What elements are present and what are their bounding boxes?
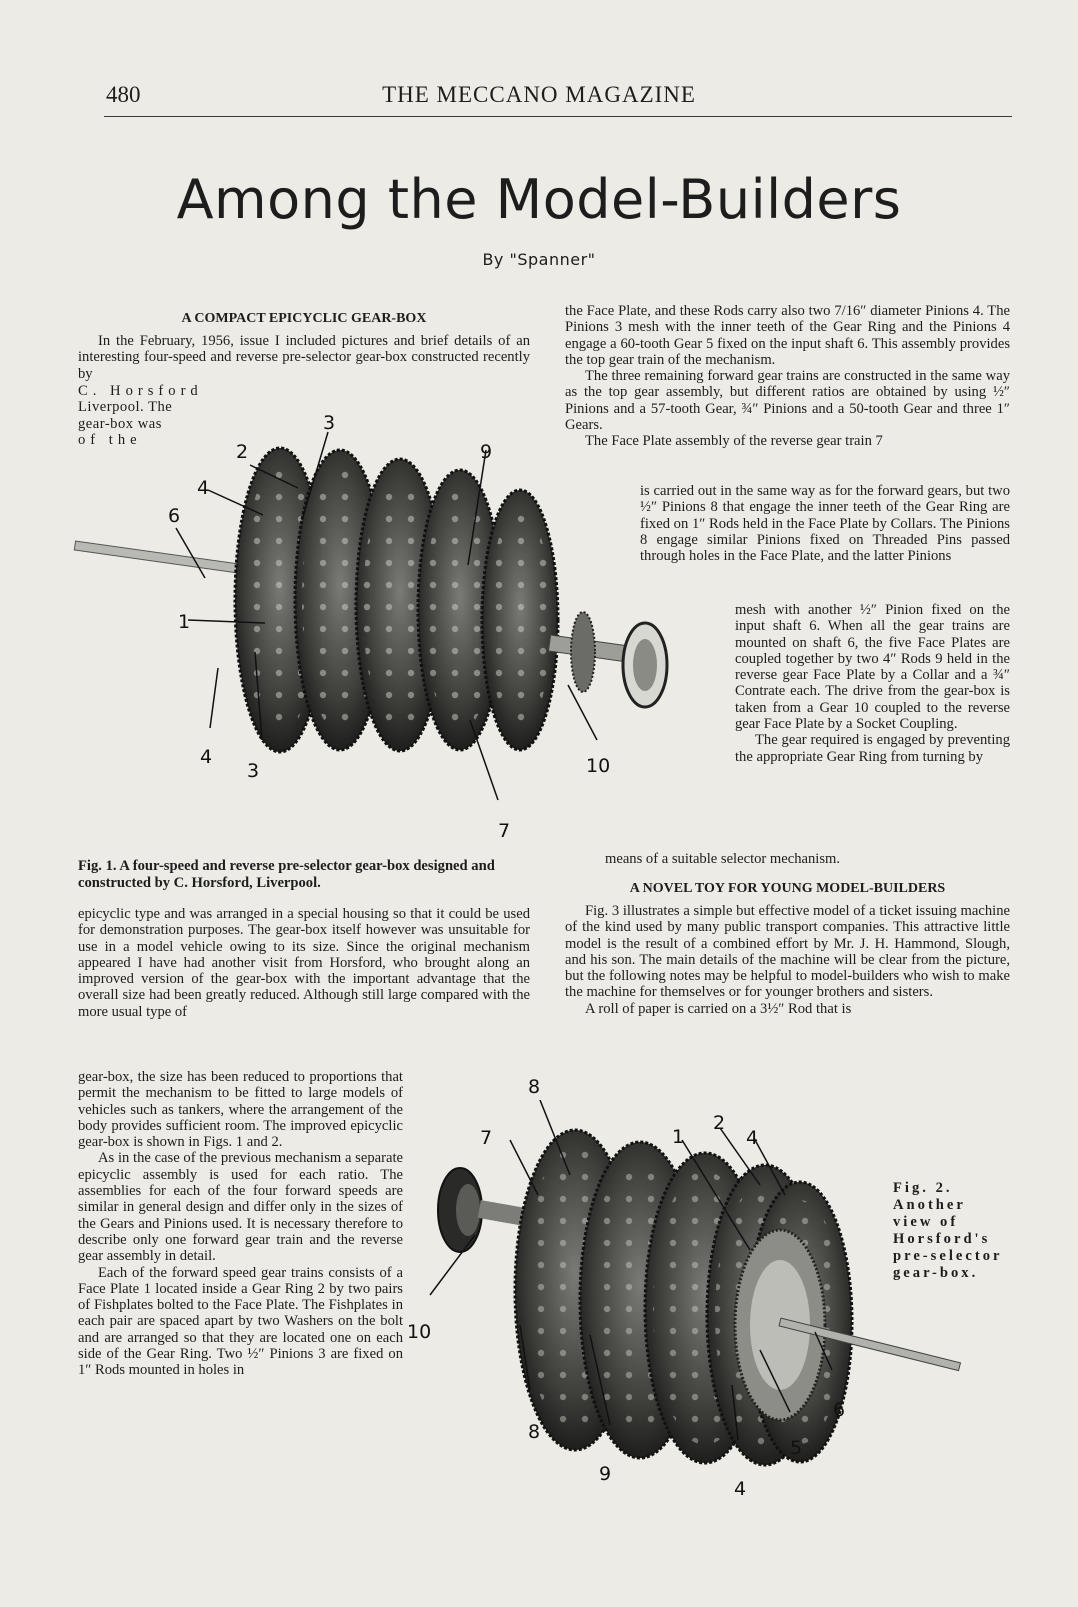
fig2-label: 8	[528, 1076, 541, 1098]
section-heading-toy: A NOVEL TOY FOR YOUNG MODEL-BUILDERS	[629, 881, 946, 896]
section-2-text	[565, 903, 1010, 1017]
byline: By "Spanner"	[482, 250, 596, 269]
fig1-label: 3	[247, 760, 260, 782]
fig1-label: 6	[168, 505, 181, 527]
fig1-label: 4	[197, 477, 210, 499]
figure-2-gearbox-image	[420, 1100, 990, 1500]
right-paragraph-4-end: means of a suitable selector mechanism.	[605, 851, 841, 867]
fig1-label: 9	[480, 441, 493, 463]
left-column-narrow-text	[78, 1069, 403, 1379]
right-paragraph-3-cont: is carried out in the same way as for the forward gears, but two ½″ Pinions 8 that engage the inner teeth of the Gear Ring are fixed on 1″ Rods held in the Face Plate by Collars. The Pinions 8 engage similar Pinions fixed on Threaded Pins passed through holes in the Face Plate, and the latter Pinions	[640, 483, 1010, 565]
fig2-label: 9	[599, 1463, 612, 1485]
left-paragraph-1: epicyclic type and was arranged in a special housing so that it could be used for demonstration purposes. The gear-box itself however was unsuitable for use in a model vehicle owing to its size. Since the original mechanism appeared I have had another visit from Horsford, who brought along an improved version of the gear-box with the important advantage that the overall size had been greatly reduced. Although still large compared with the more usual type of	[78, 906, 530, 1020]
right-column-end-line	[605, 851, 1010, 867]
article-title: Among the Model-Builders	[176, 168, 902, 231]
fig1-label: 2	[236, 441, 249, 463]
section-heading-gearbox: A COMPACT EPICYCLIC GEAR-BOX	[181, 311, 427, 326]
fig1-label: 7	[498, 820, 511, 842]
figure-2-caption: Fig. 2. Another view of Horsford's pre-selector gear-box.	[893, 1180, 1003, 1281]
fig2-label: 8	[528, 1421, 541, 1443]
left-paragraph-1-cont: gear-box, the size has been reduced to proportions that permit the mechanism to be fitted to large models of vehicles such as tankers, where the arrangement of the body provides sufficient room. The improved epicyclic gear-box is shown in Figs. 1 and 2.	[78, 1069, 403, 1151]
figure-1-gearbox-image	[70, 420, 690, 840]
figure-1-caption: Fig. 1. A four-speed and reverse pre-selector gear-box designed and constructed by C. Horsford, Liverpool.	[78, 858, 495, 891]
fig2-label: 4	[746, 1127, 759, 1149]
fig2-label: 6	[833, 1399, 846, 1421]
fig1-label: 3	[323, 412, 336, 434]
intro-line: C. Horsford	[78, 383, 203, 399]
right-paragraph-4: The gear required is engaged by preventing the appropriate Gear Ring from turning by	[735, 732, 1010, 765]
fig2-label: 10	[407, 1321, 432, 1343]
section-2-paragraph-2: A roll of paper is carried on a 3½″ Rod that is	[585, 1000, 852, 1017]
intro-text: In the February, 1956, issue I included pictures and brief details of an interesting four-speed and reverse pre-selector gear-box constructed recently by	[78, 333, 530, 382]
fig2-label: 4	[734, 1478, 747, 1500]
right-column-narrow-text	[735, 602, 1010, 765]
magazine-title: THE MECCANO MAGAZINE	[382, 82, 696, 107]
right-paragraph-3-end: mesh with another ½″ Pinion fixed on the input shaft 6. When all the gear trains are mounted on shaft 6, the five Face Plates are coupled together by two 4″ Rods 9 held in the reverse gear Face Plate by a Collar and a ¾″ Contrate each. The drive from the gear-box is taken from a Gear 10 coupled to the reverse gear Face Plate by a Socket Coupling.	[735, 602, 1010, 733]
intro-paragraph	[78, 333, 530, 382]
right-column-mid-text	[640, 483, 1010, 564]
left-paragraph-3: Each of the forward speed gear trains consists of a Face Plate 1 located inside a Gear Ring 2 by two pairs of Fishplates bolted to the Face Plate. The Fishplates in each pair are spaced apart by two Washers on the bolt and are arranged so that they are located one on each side of the Gear Ring. Two ½″ Pinions 3 are fixed on 1″ Rods mounted in holes in	[78, 1264, 403, 1379]
gear-disc	[482, 490, 558, 750]
intro-line: of the	[78, 431, 142, 448]
fig2-label: 2	[713, 1112, 726, 1134]
fig1-label: 1	[178, 611, 191, 633]
fig2-label: 1	[672, 1126, 685, 1148]
page-number: 480	[106, 82, 141, 107]
intro-line: gear-box was	[78, 415, 162, 432]
right-column-text	[565, 303, 1010, 450]
fig1-label: 4	[200, 746, 213, 768]
left-paragraph-2: As in the case of the previous mechanism a separate epicyclic assembly is used for each ratio. The assemblies for each of the four forward speeds are similar in general design and differ only in the sizes of the Gears and Pinions used. It is necessary therefore to describe only one forward gear train and the reverse gear assembly in detail.	[78, 1150, 403, 1265]
fig2-label: 7	[480, 1127, 493, 1149]
right-paragraph-3: The Face Plate assembly of the reverse gear train 7	[585, 433, 883, 450]
right-paragraph-1: the Face Plate, and these Rods carry also two 7/16″ diameter Pinions 4. The Pinions 3 mesh with the inner teeth of the Gear Ring and the Pinions 4 engage a 60-tooth Gear 5 fixed on the input shaft 6. This assembly provides the top gear train of the mechanism.	[565, 303, 1010, 368]
header-rule	[104, 116, 1012, 117]
left-column-paragraph	[78, 906, 530, 1020]
fig1-label: 10	[586, 755, 611, 777]
section-2-paragraph-1: Fig. 3 illustrates a simple but effective model of a ticket issuing machine of the kind used by many public transport companies. This attractive little model is the result of a combined effort by Mr. J. H. Hammond, Slough, and his son. The main details of the machine will be clear from the picture, but the following notes may be helpful to model-builders who wish to make the machine for themselves or for younger brothers and sisters.	[565, 903, 1010, 1001]
fig2-label: 5	[790, 1437, 803, 1459]
right-paragraph-2: The three remaining forward gear trains are constructed in the same way as the top gear assembly, but different ratios are obtained by using ½″ Pinions and a 57-tooth Gear, ¾″ Pinions and a 50-tooth Gear and three 1″ Gears.	[565, 368, 1010, 434]
intro-line: Liverpool. The	[78, 399, 173, 416]
